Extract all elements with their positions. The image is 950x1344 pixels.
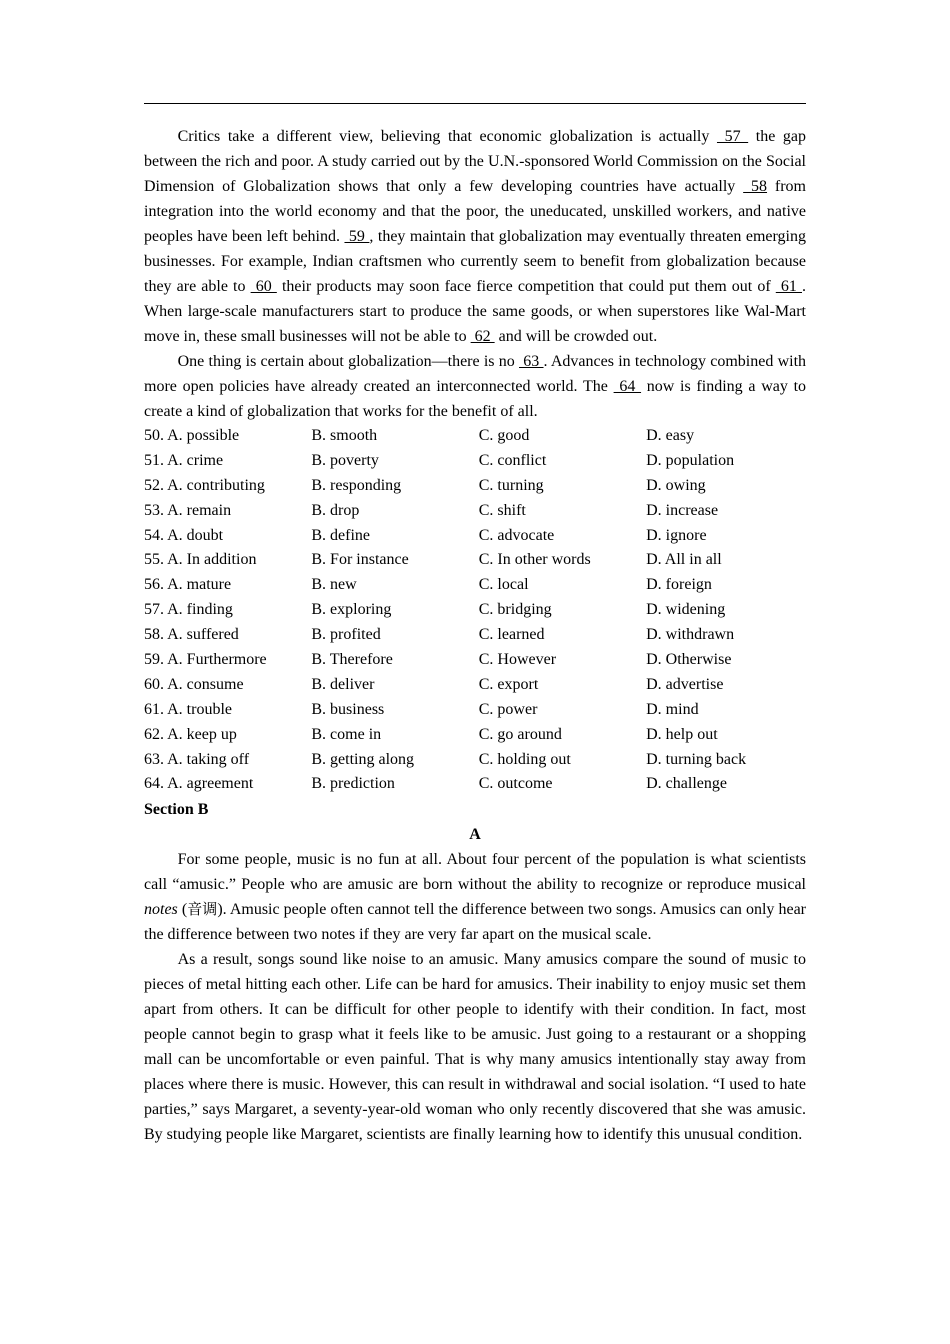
text-run: from integration into the world economy and that the poor, the uneducated, unskilled workers, and native peoples have been left behind. [144,178,806,245]
option-choice: C. turning [478,476,544,494]
option-row [144,548,806,573]
passage-paragraph-1 [144,124,806,349]
option-row [144,474,806,499]
passage-paragraph-2 [144,349,806,424]
option-choice: 61. A. trouble [144,700,232,718]
option-row [144,573,806,598]
option-choice: B. smooth [311,427,378,444]
option-choice: D. turning back [646,750,747,768]
blank-59: 59 [344,228,370,245]
blank-58: 58 [743,178,768,195]
section-b-paragraph-2: As a result, songs sound like noise to an amusic. Many amusics compare the sound of music to pieces of metal hitting each other. Life can be hard for amusics. Their inability to enjoy music set them apart from others. It can be difficult for other people to identify with their condition. In fact, most people cannot begin to grasp what it feels like to be amusic. Just going to a restaurant or a shopping mall can be uncomfortable or even painful. That is why many amusics intentionally stay away from places where there is music. However, this can result in withdrawal and social isolation. “I used to hate parties,” says Margaret, a seventy-year-old woman who only recently discovered that she was amusic. By studying people like Margaret, scientists are finally learning how to identify this unusual condition. [144,951,806,1144]
option-choice: B. drop [311,501,360,519]
option-row [144,673,806,698]
option-choice: C. conflict [478,451,547,469]
section-heading: Section B [144,801,209,819]
option-choice: B. come in [311,725,382,743]
option-choice: D. foreign [646,576,712,594]
option-choice: 51. A. crime [144,451,224,469]
option-choice: B. profited [311,626,381,644]
blank-62: 62 [470,328,495,345]
option-choice: B. exploring [311,601,392,619]
option-choice: 54. A. doubt [144,526,224,544]
option-choice: D. Otherwise [646,651,732,669]
text-run: . When large-scale manufacturers start to produce the same goods, or when superstores like Wal-Mart move in, these small businesses will not be able to [144,278,806,345]
option-choice: B. getting along [311,750,415,768]
option-choice: B. deliver [311,675,375,693]
option-choice: D. increase [646,501,719,519]
option-row [144,424,806,449]
text-run: For some people, music is no fun at all. About four percent of the population is what scientists call “amusic.” People who are amusic are born without the ability to recognize or reproduce musical [144,851,806,894]
option-choice: D. All in all [646,551,722,569]
option-choice: C. power [478,700,538,718]
option-row [144,449,806,474]
option-choice: D. withdrawn [646,626,735,644]
option-choice: C. learned [478,626,545,644]
option-choice: 58. A. suffered [144,626,239,644]
text-run: ( [177,901,188,919]
option-choice: C. In other words [478,551,591,569]
option-choice: D. ignore [646,526,707,544]
option-choice: 59. A. Furthermore [144,651,267,669]
option-choice: D. population [646,451,735,469]
option-choice: C. good [478,427,530,444]
option-row [144,499,806,524]
text-run: ). Amusic people often cannot tell the difference between two songs. Amusics can only hear the difference between two notes if they are very far apart on the musical scale. [144,901,806,944]
option-choice: C. shift [478,501,526,519]
option-row [144,723,806,748]
text-run: and will be crowded out. [494,328,658,345]
text-run: One thing is certain about globalization—there is no [177,353,520,370]
option-choice: 63. A. taking off [144,750,250,768]
option-row [144,598,806,623]
option-choice: D. widening [646,601,726,619]
option-choice: D. easy [646,427,695,444]
option-choice: 62. A. keep up [144,725,237,743]
option-choice: 50. A. possible [144,427,240,444]
option-choice: 64. A. agreement [144,775,254,793]
text-run: now is finding a way to create a kind of globalization that works for the benefit of all. [144,378,807,420]
header-rule [144,103,806,104]
option-choice: B. business [311,700,385,718]
option-choice: C. local [478,576,529,594]
document-page [144,103,806,1147]
option-row [144,524,806,549]
option-choice: B. new [311,576,357,594]
option-row [144,623,806,648]
text-run: . Advances in technology combined with more open policies have already created an interconnected world. The [144,353,807,395]
option-choice: 56. A. mature [144,576,232,594]
option-choice: B. define [311,526,371,544]
option-choice: D. advertise [646,675,724,693]
option-choice: 53. A. remain [144,501,232,519]
blank-63: 63 [519,353,544,370]
blank-64: 64 [613,378,642,395]
option-choice: B. poverty [311,451,379,469]
text-run: their products may soon face fierce competition that could put them out of [276,278,776,295]
option-choice: C. export [478,675,539,693]
option-choice: C. However [478,651,557,669]
text-run: the gap between the rich and poor. A study carried out by the U.N.-sponsored World Commission on the Social Dimension of Globalization shows that only a few developing countries have actually [144,128,806,195]
option-choice: 55. A. In addition [144,551,257,569]
option-choice: D. mind [646,700,699,718]
option-row [144,698,806,723]
passage-letter: A [469,826,481,844]
option-choice: B. Therefore [311,651,393,669]
option-choice: D. challenge [646,775,727,793]
answer-options [144,424,806,797]
option-choice: C. go around [478,725,562,743]
option-choice: B. For instance [311,551,409,569]
option-row [144,772,806,797]
option-choice: D. help out [646,725,718,743]
option-choice: 52. A. contributing [144,476,265,494]
option-choice: B. prediction [311,775,395,793]
option-choice: 57. A. finding [144,601,233,619]
blank-61: 61 [775,278,802,295]
section-b-paragraph-1 [144,847,806,947]
option-choice: C. advocate [478,526,555,544]
text-run: , they maintain that globalization may eventually threaten emerging businesses. For example, Indian craftsmen who currently seem to benefit from globalization because they are able to [144,228,807,295]
option-row [144,648,806,673]
option-choice: C. bridging [478,601,552,619]
blank-57: 57 [716,128,749,145]
chinese-gloss: 音调 [187,900,218,919]
option-choice: 60. A. consume [144,675,244,693]
option-choice: C. holding out [478,750,571,768]
option-choice: D. owing [646,476,706,494]
option-choice: B. responding [311,476,402,494]
notes-term: notes [144,901,178,919]
option-choice: C. outcome [478,775,553,793]
blank-60: 60 [250,278,277,295]
option-row [144,748,806,773]
text-run: Critics take a different view, believing that economic globalization is actually [177,128,717,145]
